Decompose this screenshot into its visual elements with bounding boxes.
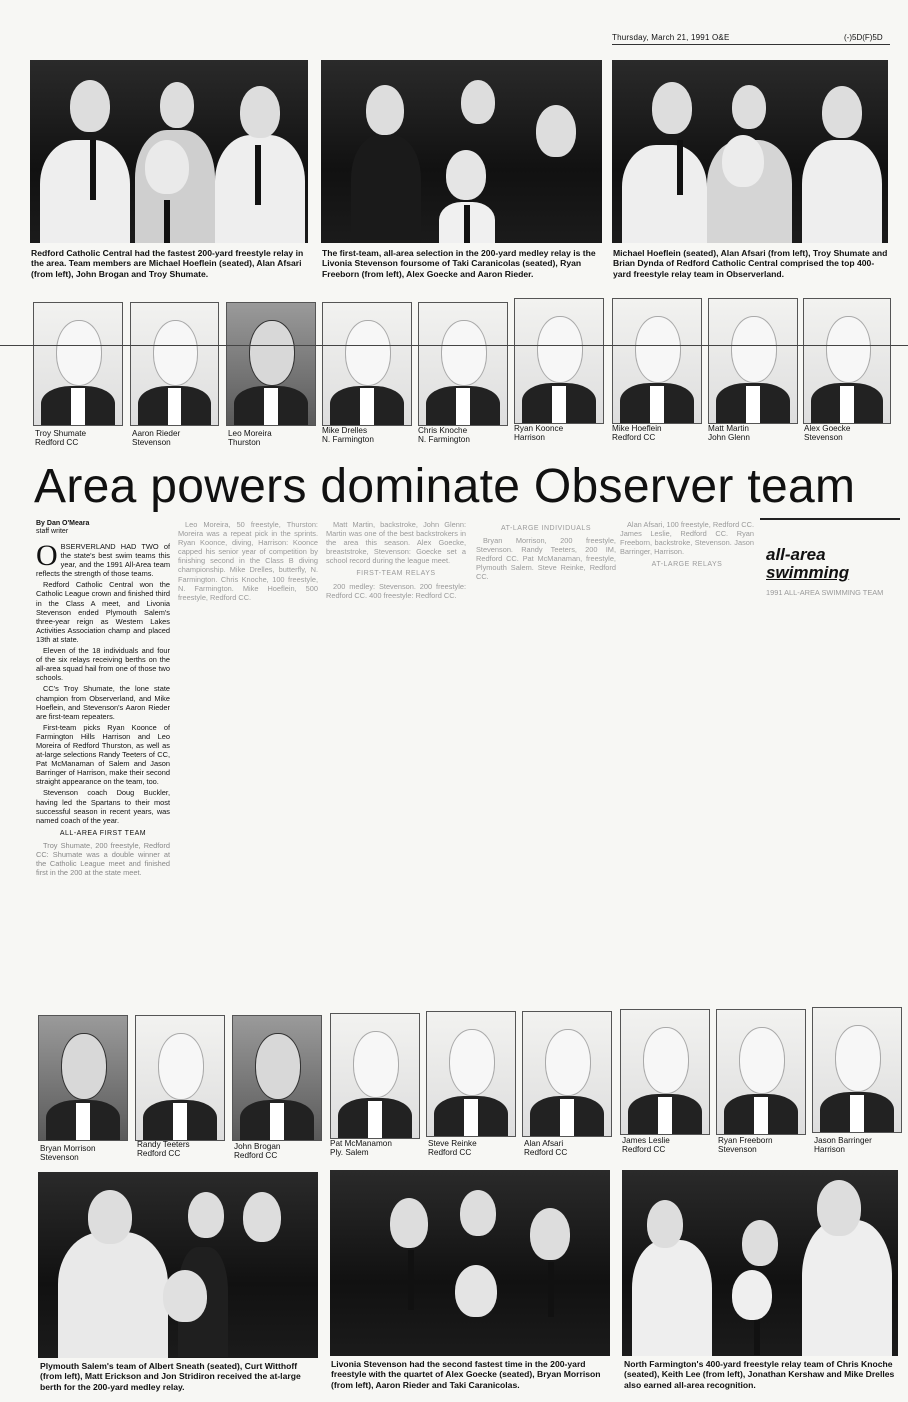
photo-stevenson-200-free-relay <box>330 1170 610 1356</box>
mugname-troy-shumate: Troy Shumate Redford CC <box>35 429 87 448</box>
mugshot-matt-martin <box>708 298 798 424</box>
caption-cc-400-free-relay: Michael Hoeflein (seated), Alan Afsari (from left), Troy Shumate and Brian Dynda of Redford Catholic Central comprised the top 400-yard freestyle relay team in Observerland. <box>613 248 888 279</box>
photo-north-farmington-400-free-relay <box>622 1170 898 1356</box>
mugshot-jason-barringer <box>812 1007 902 1133</box>
mugshot-ryan-freeborn <box>716 1009 806 1135</box>
mugshot-pat-mcmanamon <box>330 1013 420 1139</box>
mugname-chris-knoche: Chris Knoche N. Farmington <box>418 426 470 445</box>
mugshot-leo-moreira <box>226 302 316 426</box>
mugname-steve-reinke: Steve Reinke Redford CC <box>428 1139 477 1158</box>
mugshot-randy-teeters <box>135 1015 225 1141</box>
mugname-matt-martin: Matt Martin John Glenn <box>708 424 750 443</box>
mugname-john-brogan: John Brogan Redford CC <box>234 1142 281 1161</box>
mugname-bryan-morrison: Bryan Morrison Stevenson <box>40 1144 96 1163</box>
dropcap: O <box>36 542 58 572</box>
subhead-first-team: ALL-AREA FIRST TEAM <box>59 829 147 837</box>
mugname-alan-afsari: Alan Afsari Redford CC <box>524 1139 568 1158</box>
sidebar-title-line2: swimming <box>766 563 850 582</box>
mugname-james-leslie: James Leslie Redford CC <box>622 1136 670 1155</box>
photo-salem-medley-relay <box>38 1172 318 1358</box>
mugshot-mike-drelles <box>322 302 412 426</box>
mugname-randy-teeters: Randy Teeters Redford CC <box>137 1140 190 1159</box>
article-column-3: Matt Martin, backstroke, John Glenn: Martin was one of the best backstrokers in the area this season. Alex Goecke, breaststroke, Stevenson: Goecke set a school record during the league meet. FIRST-TEAM RELAYS 200 medley: Stevenson. 200 freestyle: Redford CC. 400 freestyle: Redford CC. <box>326 520 466 600</box>
caption-salem-medley-relay: Plymouth Salem's team of Albert Sneath (seated), Curt Witthoff (from left), Matt Erickson and Jon Stridiron received the at-large berth for the 200-yard medley relay. <box>40 1361 301 1392</box>
photo-stevenson-medley-relay <box>321 60 602 243</box>
mugname-ryan-koonce: Ryan Koonce Harrison <box>514 424 564 443</box>
article-column-5: Alan Afsari, 100 freestyle, Redford CC. James Leslie, Redford CC. Ryan Freeborn, backstroke, Stevenson. Jason Barringer, Harrison. AT-LARGE RELAYS <box>620 520 754 569</box>
mugshot-troy-shumate <box>33 302 123 426</box>
article-column-2: Leo Moreira, 50 freestyle, Thurston: Moreira was a repeat pick in the sprints. Ryan Koonce, diving, Harrison: Koonce capped his senior year of competition by finishing second in the Class B diving championship. Mike Drelles, butterfly, N. Farmington. Chris Knoche, 100 freestyle, N. Farmington. Mike Hoeflein, 500 freestyle, Redford CC. <box>178 520 318 602</box>
photo-cc-200-free-relay <box>30 60 308 243</box>
mugname-ryan-freeborn: Ryan Freeborn Stevenson <box>718 1136 773 1155</box>
header-date: Thursday, March 21, 1991 O&E <box>612 33 730 42</box>
mugshot-steve-reinke <box>426 1011 516 1137</box>
caption-north-farmington-400-free-relay: North Farmington's 400-yard freestyle relay team of Chris Knoche (seated), Keith Lee (from left), Jonathan Kershaw and Mike Drelles also earned all-area recognition. <box>624 1359 895 1390</box>
caption-stevenson-200-free-relay: Livonia Stevenson had the second fastest time in the 200-yard freestyle with the quartet of Alex Goecke (seated), Bryan Morrison (from left), Aaron Rieder and Taki Caranicolas. <box>331 1359 601 1390</box>
fold-line <box>0 345 908 346</box>
article-column-1: OBSERVERLAND HAD TWO of the state's best swim teams this year, and the 1991 All-Area team reflects the strength of those teams. Redford Catholic Central won the Catholic League crown and finished third in the Class A meet, and Livonia Stevenson ended Plymouth Salem's three-year reign as Western Lakes Activities Association champ and placed 13th at state. Eleven of the 18 individuals and four of the six relays receiving berths on the all-area squad hail from one of those two schools. CC's Troy Shumate, the lone state champion from Observerland, and Mike Hoeflein, and Stevenson's Aaron Rieder are first-team repeaters. First-team picks Ryan Koonce of Farmington Hills Harrison and Leo Moreira of Redford Thurston, as well as at-large selections Randy Teeters of CC, Pat McManaman of Salem and Jason Barringer of Harrison, make their second straight appearance on the team, too. Stevenson coach Doug Buckler, having led the Spartans to their most successful season in recent years, was named coach of the year. ALL-AREA FIRST TEAM Troy Shumate, 200 freestyle, Redford CC: Shumate was a double winner at the Catholic League meet and finished first in the 200 at the state meet. <box>36 542 170 878</box>
mugname-mike-drelles: Mike Drelles N. Farmington <box>322 426 374 445</box>
mugshot-james-leslie <box>620 1009 710 1135</box>
mugshot-alan-afsari <box>522 1011 612 1137</box>
sidebar-title-line1: all-area <box>766 545 826 564</box>
caption-stevenson-medley-relay: The first-team, all-area selection in the 200-yard medley relay is the Livonia Stevenson foursome of Taki Caranicolas (seated), Ryan Freeborn (from left), Alex Goecke and Aaron Rieder. <box>322 248 596 279</box>
mugshot-aaron-rieder <box>130 302 219 426</box>
article-headline: Area powers dominate Observer team <box>34 460 856 513</box>
mugshot-chris-knoche <box>418 302 508 426</box>
mugname-leo-moreira: Leo Moreira Thurston <box>228 429 272 448</box>
mugshot-bryan-morrison <box>38 1015 128 1141</box>
mugname-mike-hoeflein: Mike Hoeflein Redford CC <box>612 424 662 443</box>
subhead-first-team-relays: FIRST-TEAM RELAYS <box>356 570 436 578</box>
mugshot-ryan-koonce <box>514 298 604 424</box>
mugname-jason-barringer: Jason Barringer Harrison <box>814 1136 872 1155</box>
photo-cc-400-free-relay <box>612 60 888 243</box>
header-rule <box>612 44 890 45</box>
article-column-4: AT-LARGE INDIVIDUALS Bryan Morrison, 200 freestyle, Stevenson. Randy Teeters, 200 IM, Redford CC. Pat McManaman, freestyle, Plymouth Salem. Steve Reinke, Redford CC. <box>476 525 616 582</box>
caption-cc-200-free-relay: Redford Catholic Central had the fastest 200-yard freestyle relay in the area. Team members are Michael Hoeflein (seated), Alan Afsari (from left), John Brogan and Troy Shumate. <box>31 248 304 279</box>
sidebar-all-area-swimming <box>760 518 900 948</box>
header-page-id: (-)5D(F)5D <box>844 33 883 42</box>
mugshot-john-brogan <box>232 1015 322 1141</box>
subhead-at-large: AT-LARGE INDIVIDUALS <box>500 525 591 532</box>
mugname-alex-goecke: Alex Goecke Stevenson <box>804 424 851 443</box>
mugname-aaron-rieder: Aaron Rieder Stevenson <box>132 429 181 448</box>
sidebar-body: 1991 ALL-AREA SWIMMING TEAM <box>766 588 884 597</box>
byline: By Dan O'Meara staff writer <box>36 520 90 535</box>
mugname-pat-mcmanamon: Pat McManamon Ply. Salem <box>330 1139 392 1158</box>
mugshot-alex-goecke <box>803 298 891 424</box>
subhead-at-large-relays: AT-LARGE RELAYS <box>651 561 723 569</box>
mugshot-mike-hoeflein <box>612 298 702 424</box>
